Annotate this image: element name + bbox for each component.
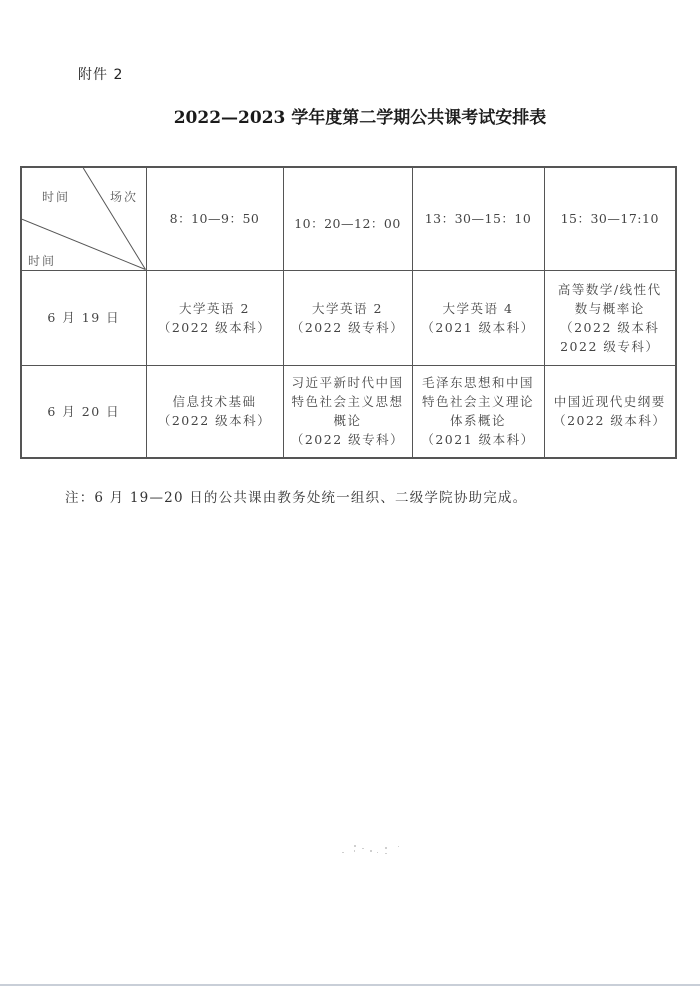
course-cohort: （2022 级本科） [553, 413, 667, 429]
course-name: 大学英语 4 [442, 300, 514, 316]
course-cohort: （2022 级本科） [157, 319, 272, 335]
course-name-line-2: 特色社会主义理论 [421, 394, 534, 410]
exam-schedule-table [20, 166, 677, 459]
course-name-line-2: 数与概率论 [574, 300, 645, 316]
scan-noise-decoration [340, 842, 420, 858]
row-date-cell: 6 月 20 日 [21, 365, 146, 458]
course-cohort-line-2: 2022 级专科） [560, 338, 660, 354]
exam-cell [283, 270, 412, 365]
corner-time-label-top: 时间 [42, 190, 71, 204]
course-cohort-line-1: （2022 级本科 [560, 319, 660, 335]
course-name: 信息技术基础 [172, 394, 257, 410]
footnote: 注：6 月 19—20 日的公共课由教务处统一组织、二级学院协助完成。 [65, 490, 528, 506]
course-cohort: （2022 级专科） [290, 432, 405, 448]
table-row [21, 270, 676, 365]
course-cohort: （2021 级本科） [421, 319, 535, 335]
course-name-line-3: 体系概论 [449, 413, 506, 429]
course-name-line-2: 特色社会主义思想 [291, 394, 404, 410]
course-cohort: （2021 级本科） [421, 432, 535, 448]
exam-cell [283, 365, 412, 458]
column-header-slot-1: 8：10—9：50 [146, 167, 283, 270]
course-name-line-1: 毛泽东思想和中国 [421, 375, 534, 391]
corner-session-label: 场次 [110, 190, 139, 204]
page-title: 2022—2023 学年度第二学期公共课考试安排表 [173, 108, 547, 128]
page-bottom-edge [0, 984, 700, 986]
course-name-line-3: 概论 [333, 413, 362, 429]
course-name-line-1: 高等数学/线性代 [557, 281, 662, 297]
exam-cell [146, 270, 283, 365]
exam-cell [412, 365, 544, 458]
column-header-slot-4: 15：30—17:10 [544, 167, 676, 270]
table-header-row [21, 167, 676, 270]
course-name: 中国近现代史纲要 [553, 394, 666, 410]
column-header-slot-2: 10：20—12：00 [283, 167, 412, 270]
course-cohort: （2022 级本科） [157, 413, 272, 429]
exam-cell [544, 365, 676, 458]
corner-time-label-bottom: 时间 [28, 254, 57, 268]
exam-cell [146, 365, 283, 458]
course-cohort: （2022 级专科） [290, 319, 405, 335]
course-name: 大学英语 2 [312, 300, 383, 316]
attachment-label: 附件 2 [78, 67, 124, 83]
exam-cell [412, 270, 544, 365]
corner-header-cell [21, 167, 146, 270]
course-name: 大学英语 2 [179, 300, 250, 316]
column-header-slot-3: 13：30—15：10 [412, 167, 544, 270]
table-row [21, 365, 676, 458]
row-date-cell: 6 月 19 日 [21, 270, 146, 365]
exam-cell [544, 270, 676, 365]
course-name-line-1: 习近平新时代中国 [291, 375, 404, 391]
